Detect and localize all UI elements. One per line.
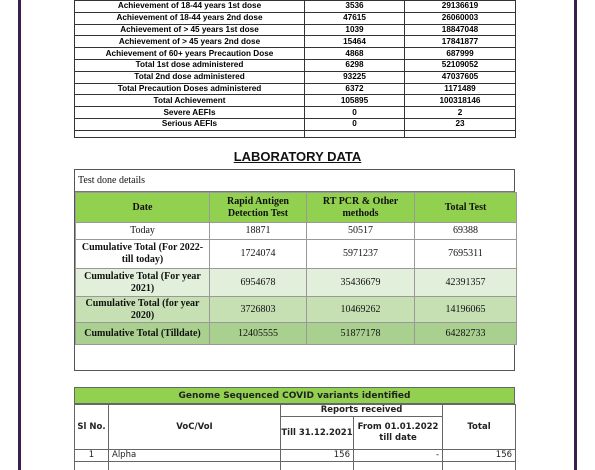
genome-row-clipped <box>75 462 516 470</box>
genome-table <box>74 404 516 470</box>
lab-row-label: Cumulative Total (For 2022- till today) <box>76 240 210 269</box>
vaccination-daily-value: 1039 <box>305 24 405 36</box>
lab-cell-rapid: 18871 <box>210 223 307 240</box>
genome-header-till: Till 31.12.2021 <box>281 417 354 450</box>
vaccination-cumulative-value: 23 <box>405 118 516 130</box>
lab-cell-total: 64282733 <box>415 323 517 345</box>
vaccination-row-label: Achievement of 18-44 years 1st dose <box>75 1 305 13</box>
vaccination-row <box>75 71 516 83</box>
vaccination-table-bottom <box>75 130 516 137</box>
vaccination-daily-value: 0 <box>305 118 405 130</box>
vaccination-row-label: Achievement of > 45 years 1st dose <box>75 24 305 36</box>
lab-row-tilldate <box>76 323 517 345</box>
vaccination-cumulative-value: 2 <box>405 107 516 119</box>
vaccination-row <box>75 1 516 13</box>
vaccination-row-label: Achievement of > 45 years 2nd dose <box>75 36 305 48</box>
vaccination-cumulative-value: 100318146 <box>405 95 516 107</box>
genome-row-alpha <box>75 450 516 462</box>
vaccination-daily-value: 6298 <box>305 59 405 71</box>
vaccination-row-label: Total Precaution Doses administered <box>75 83 305 95</box>
lab-cell-total: 14196065 <box>415 297 517 323</box>
vaccination-daily-value: 4868 <box>305 48 405 60</box>
lab-row-label: Cumulative Total (Tilldate) <box>76 323 210 345</box>
lab-header-total: Total Test <box>415 193 517 223</box>
lab-row-label: Cumulative Total (For year 2021) <box>76 269 210 297</box>
lab-row-today <box>76 223 517 240</box>
genome-cell-from: - <box>354 450 443 462</box>
vaccination-cumulative-value: 26060003 <box>405 12 516 24</box>
vaccination-row <box>75 36 516 48</box>
vaccination-row-label: Achievement of 18-44 years 2nd dose <box>75 12 305 24</box>
vaccination-row-label: Achievement of 60+ years Precaution Dose <box>75 48 305 60</box>
lab-header-date: Date <box>76 193 210 223</box>
genome-header-total: Total <box>443 405 516 450</box>
lab-header-rapid: Rapid Antigen Detection Test <box>210 193 307 223</box>
vaccination-daily-value: 15464 <box>305 36 405 48</box>
lab-row-2020 <box>76 297 517 323</box>
lab-row-label: Today <box>76 223 210 240</box>
genome-header-slno: Sl No. <box>75 405 109 450</box>
vaccination-cumulative-value: 47037605 <box>405 71 516 83</box>
lab-cell-total: 7695311 <box>415 240 517 269</box>
lab-cell-rtpcr: 51877178 <box>307 323 415 345</box>
vaccination-row <box>75 48 516 60</box>
lab-header-row <box>76 193 517 223</box>
vaccination-daily-value: 105895 <box>305 95 405 107</box>
vaccination-row-label: Total Achievement <box>75 95 305 107</box>
vaccination-cumulative-value: 687999 <box>405 48 516 60</box>
lab-cell-total: 42391357 <box>415 269 517 297</box>
genome-header-reports: Reports received <box>281 405 443 417</box>
lab-data-box <box>74 169 515 371</box>
lab-row-2021 <box>76 269 517 297</box>
vaccination-daily-value: 93225 <box>305 71 405 83</box>
genome-cell-till: 156 <box>281 450 354 462</box>
vaccination-cumulative-value: 1171489 <box>405 83 516 95</box>
vaccination-row <box>75 59 516 71</box>
vaccination-row <box>75 12 516 24</box>
genome-header-from: From 01.01.2022 till date <box>354 417 443 450</box>
genome-header-voc: VoC/VoI <box>109 405 281 450</box>
vaccination-daily-value: 0 <box>305 107 405 119</box>
lab-cell-rtpcr: 35436679 <box>307 269 415 297</box>
vaccination-daily-value: 47615 <box>305 12 405 24</box>
vaccination-table <box>74 0 516 138</box>
vaccination-row <box>75 107 516 119</box>
vaccination-row <box>75 95 516 107</box>
lab-cell-rapid: 1724074 <box>210 240 307 269</box>
lab-cell-rapid: 6954678 <box>210 269 307 297</box>
lab-table <box>75 192 517 345</box>
lab-cell-rapid: 12405555 <box>210 323 307 345</box>
lab-cell-rapid: 3726803 <box>210 297 307 323</box>
vaccination-row <box>75 118 516 130</box>
vaccination-cumulative-value: 17841877 <box>405 36 516 48</box>
vaccination-daily-value: 3536 <box>305 1 405 13</box>
vaccination-cumulative-value: 52109052 <box>405 59 516 71</box>
vaccination-row-label: Total 1st dose administered <box>75 59 305 71</box>
genome-title: Genome Sequenced COVID variants identified <box>74 387 515 404</box>
lab-cell-rtpcr: 50517 <box>307 223 415 240</box>
vaccination-cumulative-value: 18847048 <box>405 24 516 36</box>
lab-section-title: LABORATORY DATA <box>233 149 362 164</box>
lab-cell-rtpcr: 10469262 <box>307 297 415 323</box>
genome-cell-name: Alpha <box>109 450 281 462</box>
vaccination-cumulative-value: 29136619 <box>405 1 516 13</box>
lab-row-label: Cumulative Total (for year 2020) <box>76 297 210 323</box>
vaccination-row <box>75 83 516 95</box>
lab-caption: Test done details <box>75 170 514 192</box>
vaccination-daily-value: 6372 <box>305 83 405 95</box>
vaccination-row-label: Severe AEFIs <box>75 107 305 119</box>
lab-cell-rtpcr: 5971237 <box>307 240 415 269</box>
lab-row-2022 <box>76 240 517 269</box>
genome-cell-total: 156 <box>443 450 516 462</box>
vaccination-row-label: Serious AEFIs <box>75 118 305 130</box>
genome-cell-sl: 1 <box>75 450 109 462</box>
lab-cell-total: 69388 <box>415 223 517 240</box>
lab-header-rtpcr: RT PCR & Other methods <box>307 193 415 223</box>
vaccination-row-label: Total 2nd dose administered <box>75 71 305 83</box>
vaccination-row <box>75 24 516 36</box>
